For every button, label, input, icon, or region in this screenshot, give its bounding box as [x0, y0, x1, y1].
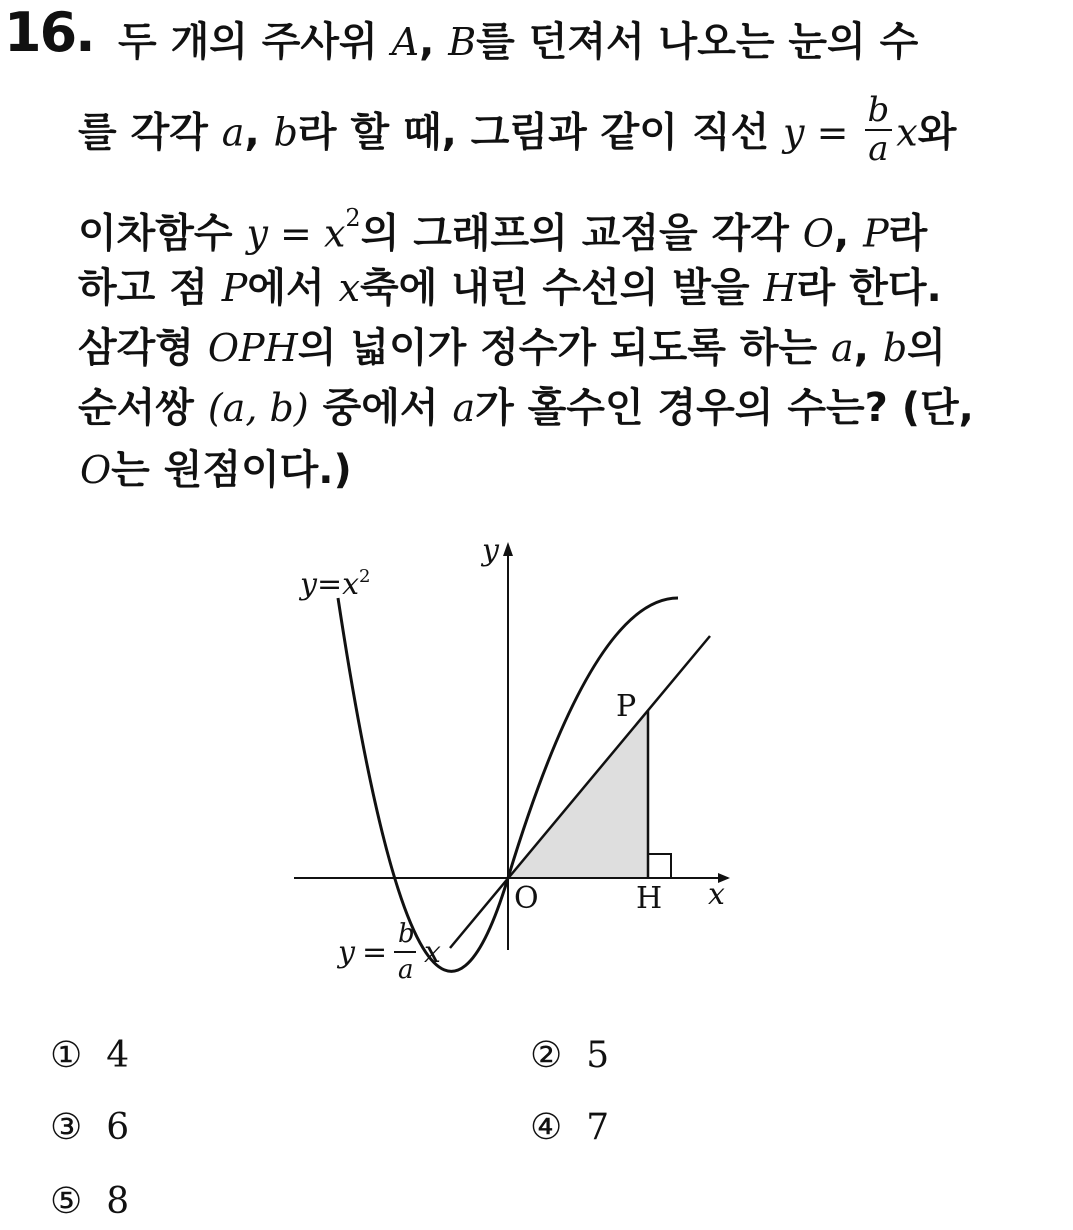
math-P: P	[863, 211, 889, 256]
fraction-b-over-a	[865, 92, 893, 169]
right-angle-mark	[648, 854, 671, 878]
text-segment: 라	[888, 210, 928, 257]
math-exponent: 2	[345, 204, 361, 232]
question-line-7	[80, 447, 352, 493]
math-ordered-pair: (a, b)	[207, 386, 309, 430]
choice-mark: ②	[530, 1035, 563, 1076]
y-axis-arrow	[503, 542, 513, 556]
choice-3[interactable]	[50, 1107, 130, 1148]
math-equals: =	[267, 211, 324, 256]
label-x: x	[342, 567, 360, 602]
choice-mark: ①	[50, 1035, 83, 1076]
choice-value: 8	[106, 1181, 130, 1222]
choice-value: 6	[106, 1107, 130, 1148]
text-segment: ,	[419, 19, 449, 65]
text-segment: 의	[907, 325, 946, 371]
label-y: y	[300, 567, 317, 602]
choice-5[interactable]	[50, 1181, 130, 1222]
fraction-denominator: a	[868, 129, 889, 170]
parabola-label	[298, 566, 370, 602]
text-segment: 가 홀수인 경우의 수는? (단,	[475, 385, 974, 431]
text-segment: 하고 점	[78, 265, 222, 311]
math-equals: =	[804, 110, 861, 155]
math-a: a	[452, 386, 476, 430]
math-y: y	[246, 211, 268, 256]
question-line-1	[118, 19, 919, 65]
question-line-2	[78, 90, 957, 173]
text-segment: 순서쌍	[78, 385, 208, 431]
math-b: b	[882, 326, 908, 370]
math-x: x	[338, 266, 361, 310]
text-segment: ,	[853, 325, 883, 371]
x-axis-label: x	[708, 877, 725, 912]
math-P: P	[221, 266, 248, 310]
text-segment: 의 그래프의 교점을 각각	[360, 210, 803, 257]
text-segment: 이차함수	[78, 210, 247, 257]
text-segment: ,	[244, 109, 274, 156]
label-exponent: 2	[359, 566, 371, 587]
line-label-x: x	[424, 935, 441, 970]
choice-1[interactable]	[50, 1035, 130, 1076]
math-A: A	[391, 20, 420, 64]
origin-label: O	[514, 881, 539, 916]
math-B: B	[448, 20, 477, 64]
question-number: 16.	[4, 1, 94, 64]
choice-value: 5	[586, 1035, 610, 1076]
text-segment: 삼각형	[78, 325, 208, 371]
y-axis-label: y	[482, 533, 499, 568]
math-H: H	[763, 266, 797, 310]
choice-4[interactable]	[530, 1107, 610, 1148]
line-y-equals-bx-over-a	[450, 636, 710, 948]
question-line-5	[78, 325, 946, 371]
math-a: a	[221, 110, 245, 155]
math-y: y	[783, 110, 805, 155]
math-x: x	[896, 110, 918, 155]
text-segment: 중에서	[308, 385, 453, 431]
line-label-numerator: b	[398, 919, 415, 949]
text-segment: 의 넓이가 정수가 되도록 하는	[297, 325, 832, 371]
question-line-6	[78, 385, 974, 431]
math-O: O	[802, 211, 834, 256]
graph-figure	[290, 530, 750, 1000]
question-line-4	[78, 265, 942, 311]
choice-2[interactable]	[530, 1035, 610, 1076]
line-label-y: y	[338, 935, 355, 970]
text-segment: 축에 내린 수선의 발을	[360, 265, 764, 311]
question-line-3	[78, 204, 928, 257]
label-equals: =	[316, 567, 343, 602]
text-segment: 두 개의 주사위	[118, 19, 392, 65]
text-segment: 는 원점이다.)	[111, 447, 352, 493]
text-segment: 에서	[247, 265, 339, 311]
math-b: b	[273, 110, 298, 155]
text-segment: 라 한다.	[796, 265, 942, 311]
math-OPH: OPH	[207, 326, 298, 370]
choice-mark: ⑤	[50, 1181, 83, 1222]
point-H-label: H	[636, 881, 663, 916]
text-segment: 를 던져서 나오는 눈의 수	[476, 19, 919, 65]
choice-mark: ④	[530, 1107, 563, 1148]
line-label-equals: =	[362, 935, 388, 970]
fraction-numerator: b	[865, 92, 893, 131]
math-a: a	[831, 326, 854, 370]
choice-mark: ③	[50, 1107, 83, 1148]
math-x: x	[323, 211, 346, 256]
text-segment: 와	[917, 109, 957, 156]
point-P-label: P	[616, 689, 637, 724]
choice-value: 7	[586, 1107, 610, 1148]
text-segment: ,	[833, 210, 864, 257]
math-O: O	[80, 448, 112, 492]
line-label-denominator: a	[398, 955, 414, 985]
text-segment: 라 할 때, 그림과 같이 직선	[297, 109, 784, 156]
text-segment: 를 각각	[78, 109, 222, 156]
choice-value: 4	[106, 1035, 130, 1076]
